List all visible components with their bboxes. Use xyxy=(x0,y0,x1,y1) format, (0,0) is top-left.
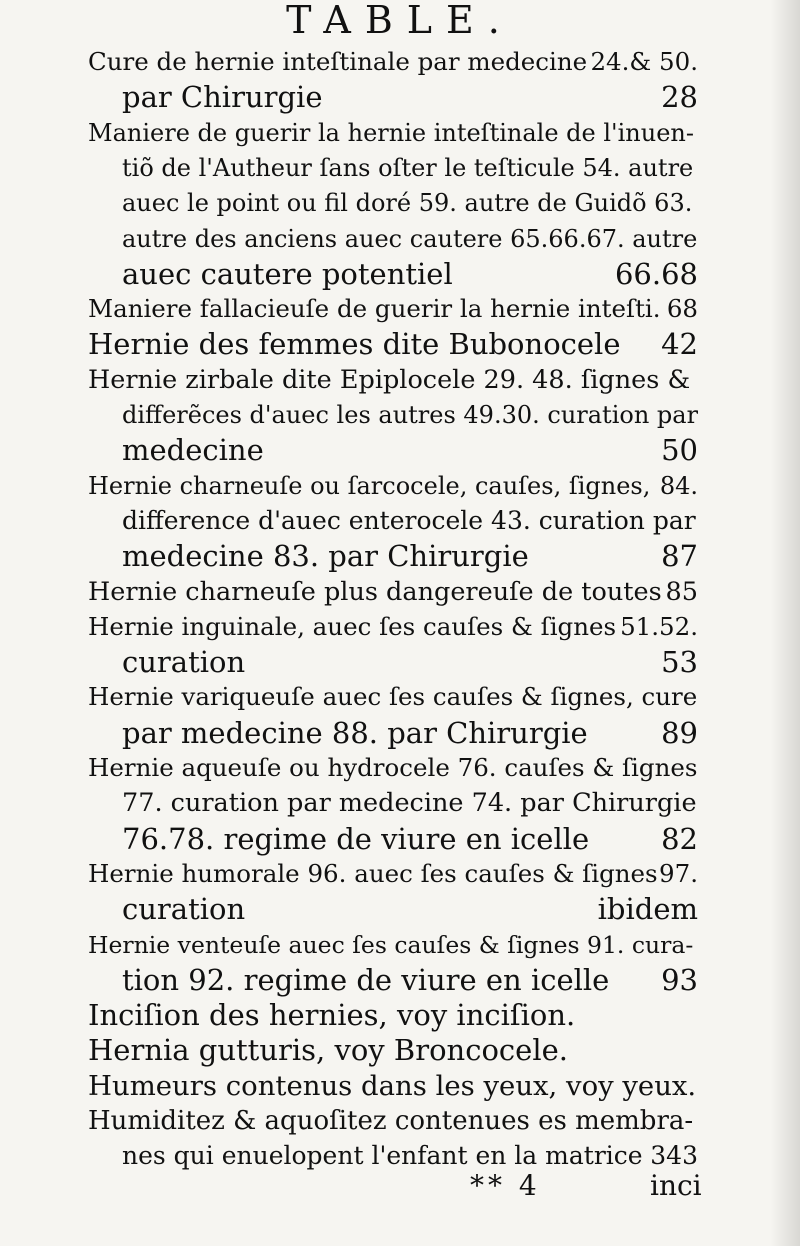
entry-line xyxy=(122,1138,698,1174)
page-reference: 50 xyxy=(661,433,698,468)
page-reference: 68 xyxy=(666,294,698,324)
entry-text: difference d'auec enterocele 43. curation par xyxy=(122,505,696,535)
index-entry xyxy=(88,291,698,327)
entry-text: autre des anciens auec cautere 65.66.67. autre xyxy=(122,224,698,253)
entry-text: curation xyxy=(122,892,246,927)
entry-line xyxy=(88,997,698,1033)
entry-line xyxy=(122,821,698,857)
entry-text: par Chirurgie xyxy=(122,80,323,115)
entry-line xyxy=(122,185,698,221)
index-entry-continuation xyxy=(122,785,698,821)
entry-text: Hernie inguinale, auec ſes cauſes & ſignes xyxy=(88,611,617,641)
index-entry-continuation xyxy=(122,891,698,927)
page-reference: 89 xyxy=(661,715,698,750)
entry-text: Hernie humorale 96. auec ſes cauſes & ſignes xyxy=(88,858,658,888)
entry-text: Hernie venteuſe auec ſes cauſes & ſignes 91. cura- xyxy=(88,930,694,959)
page-reference: 82 xyxy=(661,821,698,856)
index-entry-continuation xyxy=(122,538,698,574)
entry-text: Humiditez & aquoſitez contenues es membra- xyxy=(88,1106,694,1136)
entry-line xyxy=(122,150,698,186)
entry-line xyxy=(88,609,698,645)
index-entry-continuation xyxy=(122,256,698,292)
page-edge-shadow xyxy=(770,0,800,1246)
page-header: TABLE. xyxy=(286,0,514,42)
index-entry-continuation xyxy=(122,185,698,221)
entry-line xyxy=(88,856,698,892)
entry-text: auec le point ou fil doré 59. autre de Guidõ 63. xyxy=(122,189,693,218)
entry-text: Humeurs contenus dans les yeux, voy yeux. xyxy=(88,1069,697,1102)
page-reference: 343 xyxy=(650,1141,698,1171)
entry-line xyxy=(122,785,698,821)
index-entry-continuation xyxy=(122,715,698,751)
entry-text: medecine xyxy=(122,433,264,468)
index-entry xyxy=(88,362,698,398)
entry-line xyxy=(122,962,698,998)
index-entry xyxy=(88,927,698,963)
index-entry xyxy=(88,1068,698,1104)
entry-text: par medecine 88. par Chirurgie xyxy=(122,715,588,750)
entry-line xyxy=(88,1032,698,1068)
entry-line xyxy=(88,574,698,610)
entry-text: Hernie charneuſe ou ſarcocele, cauſes, ſignes, xyxy=(88,471,651,500)
entry-text: auec cautere potentiel xyxy=(122,256,453,291)
entry-text: Inciſion des hernies, voy inciſion. xyxy=(88,998,576,1033)
entry-text: Hernia gutturis, voy Broncocele. xyxy=(88,1033,568,1068)
entry-text: Maniere fallacieuſe de guerir la hernie inteſti. xyxy=(88,294,661,324)
index-entry-continuation xyxy=(122,821,698,857)
entry-line xyxy=(88,468,698,504)
index-entry xyxy=(88,468,698,504)
page-reference: 66.68 xyxy=(614,256,698,291)
index-entry xyxy=(88,326,698,362)
entry-line xyxy=(122,256,698,292)
entry-line xyxy=(88,362,698,398)
index-entry-continuation xyxy=(122,962,698,998)
entry-text: curation xyxy=(122,645,246,680)
entry-text: tion 92. regime de viure en icelle xyxy=(122,962,610,997)
entry-line xyxy=(122,79,698,115)
entry-line xyxy=(88,44,698,80)
entry-line xyxy=(88,326,698,362)
signature-mark: ** 4 xyxy=(470,1169,541,1202)
page-reference: 97. xyxy=(659,858,698,888)
entry-text: tiõ de l'Autheur ſans oſter le teſticule 54. autre xyxy=(122,153,694,182)
entry-line xyxy=(88,927,698,963)
index-entry xyxy=(88,856,698,892)
page-reference: 28 xyxy=(661,80,698,115)
entry-text: Hernie zirbale dite Epiplocele 29. 48. ſignes & xyxy=(88,364,691,395)
page-reference: 93 xyxy=(661,962,698,997)
index-entry xyxy=(88,44,698,80)
entry-text: differẽces d'auec les autres 49.30. curation par xyxy=(122,401,698,429)
index-entry-continuation xyxy=(122,1138,698,1174)
entry-line xyxy=(88,115,698,151)
index-entry-continuation xyxy=(122,221,698,257)
entry-text: Hernie variqueuſe auec ſes cauſes & ſignes, cure xyxy=(88,682,698,712)
page-reference: 85 xyxy=(665,576,698,607)
entry-line xyxy=(122,503,698,539)
entry-line xyxy=(122,397,698,433)
entry-text: Maniere de guerir la hernie inteſtinale de l'inuen- xyxy=(88,118,694,147)
index-entry xyxy=(88,115,698,151)
entry-line xyxy=(122,432,698,468)
entry-line xyxy=(122,221,698,257)
index-entry-continuation xyxy=(122,79,698,115)
page-reference: 24.& 50. xyxy=(590,47,698,76)
index-entry xyxy=(88,750,698,786)
index-entry-continuation xyxy=(122,503,698,539)
page-reference: 53 xyxy=(661,645,698,680)
entry-text: Cure de hernie inteſtinale par medecine xyxy=(88,47,588,76)
index-entry xyxy=(88,679,698,715)
entry-line xyxy=(88,1103,698,1139)
entry-text: 76.78. regime de viure en icelle xyxy=(122,821,590,856)
entry-text: 77. curation par medecine 74. par Chirurgie xyxy=(122,788,697,819)
index-entry xyxy=(88,997,698,1033)
index-entry xyxy=(88,574,698,610)
index-entry-continuation xyxy=(122,397,698,433)
entry-line xyxy=(122,538,698,574)
index-entry-continuation xyxy=(122,644,698,680)
index-entry-continuation xyxy=(122,432,698,468)
index-entry xyxy=(88,1032,698,1068)
entry-text: medecine 83. par Chirurgie xyxy=(122,539,529,574)
index-entry xyxy=(88,609,698,645)
entry-line xyxy=(88,291,698,327)
page-reference: 51.52. xyxy=(620,611,698,641)
entry-line xyxy=(122,644,698,680)
entry-line xyxy=(122,891,698,927)
entry-line xyxy=(88,679,698,715)
page-reference: 42 xyxy=(661,327,698,362)
entry-text: Hernie des femmes dite Bubonocele xyxy=(88,327,621,362)
index-entry xyxy=(88,1103,698,1139)
entry-text: nes qui enuelopent l'enfant en la matrice xyxy=(122,1141,643,1171)
entry-line xyxy=(88,750,698,786)
entry-line xyxy=(88,1068,698,1104)
page-reference: 84. xyxy=(659,471,698,500)
index-entry-continuation xyxy=(122,150,698,186)
catchword: inci xyxy=(650,1169,702,1202)
page-reference: 87 xyxy=(661,539,698,574)
entry-line xyxy=(122,715,698,751)
entry-text: Hernie aqueuſe ou hydrocele 76. cauſes & ſignes xyxy=(88,753,698,782)
entry-text: Hernie charneuſe plus dangereuſe de toutes xyxy=(88,576,662,607)
page-reference: ibidem xyxy=(597,892,698,927)
